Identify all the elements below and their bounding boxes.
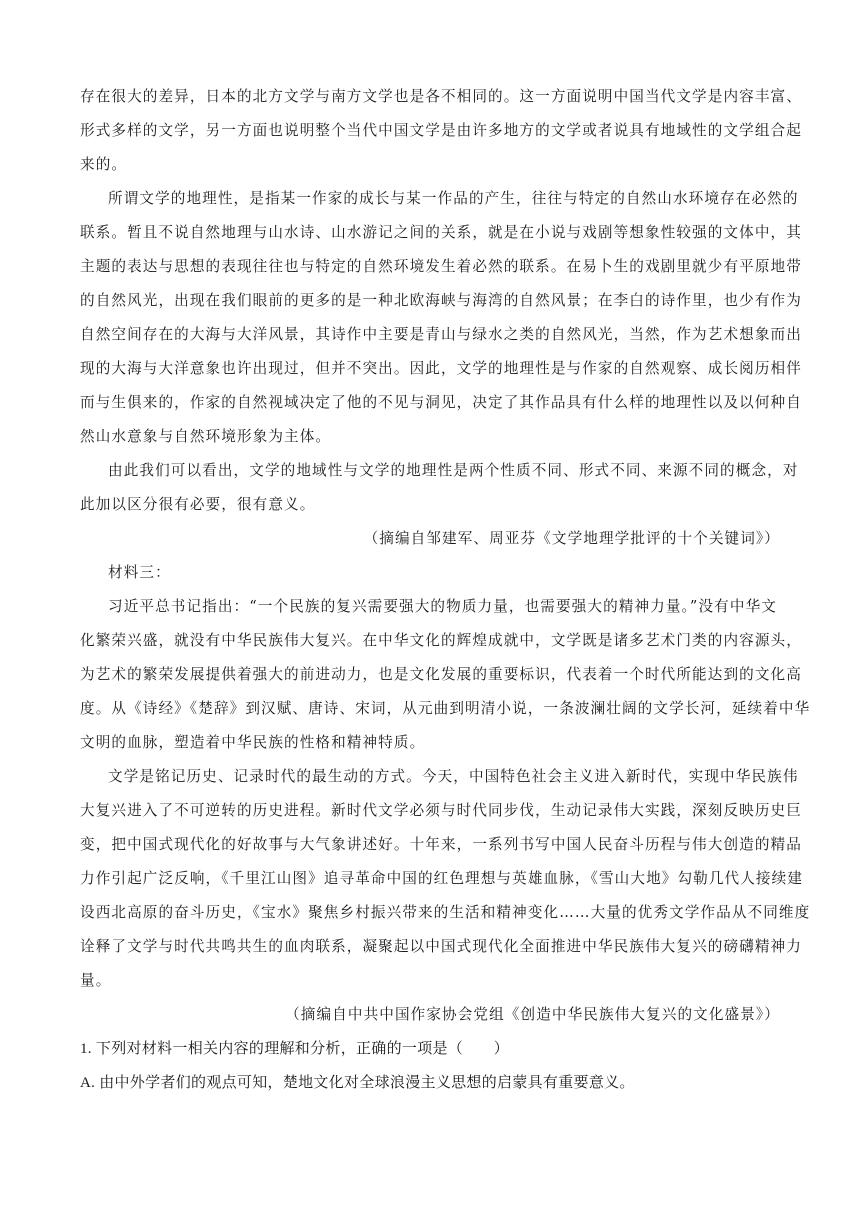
text-line: 然山水意象与自然环境形象为主体。	[80, 428, 332, 445]
text-line: 化繁荣兴盛，就没有中华民族伟大复兴。在中华文化的辉煌成就中，文学既是诸多艺术门类的内容源头，	[80, 632, 802, 649]
text-line: 习近平总书记指出：“一个民族的复兴需要强大的物质力量，也需要强大的精神力量。”没有中华文	[108, 598, 777, 615]
text-line: 为艺术的繁荣发展提供着强大的前进动力，也是文化发展的重要标识，代表着一个时代所能达到的文化高	[80, 666, 802, 683]
text-line: 主题的表达与思想的表现往往也与特定的自然环境发生着必然的联系。在易卜生的戏剧里就少有平原地带	[80, 258, 802, 275]
text-line: 存在很大的差异，日本的北方文学与南方文学也是各不相同的。这一方面说明中国当代文学是内容丰富、	[80, 88, 802, 105]
text-line: 文学是铭记历史、记录时代的最生动的方式。今天，中国特色社会主义进入新时代，实现中华民族伟	[108, 768, 799, 785]
text-line: 由此我们可以看出，文学的地域性与文学的地理性是两个性质不同、形式不同、来源不同的概念，对	[108, 462, 799, 479]
text-line: 形式多样的文学，另一方面也说明整个当代中国文学是由许多地方的文学或者说具有地域性的文学组合起	[80, 122, 802, 139]
answer-option-a: A. 由中外学者们的观点可知，楚地文化对全球浪漫主义思想的启蒙具有重要意义。	[80, 1075, 635, 1091]
text-line: 诠释了文学与时代共鸣共生的血肉联系，凝聚起以中国式现代化全面推进中华民族伟大复兴的磅礴精神力	[80, 938, 802, 955]
source-citation: （摘编自中共中国作家协会党组《创造中华民族伟大复兴的文化盛景》）	[285, 1006, 780, 1023]
text-line: 联系。暂且不说自然地理与山水诗、山水游记之间的关系，就是在小说与戏剧等想象性较强的文体中，其	[80, 224, 802, 241]
text-line: 文明的血脉，塑造着中华民族的性格和精神特质。	[80, 734, 426, 751]
text-line: 来的。	[80, 156, 128, 173]
source-citation: （摘编自邹建军、周亚芬《文学地理学批评的十个关键词》）	[363, 530, 780, 547]
text-line: 的自然风光，出现在我们眼前的更多的是一种北欧海峡与海湾的自然风景；在李白的诗作里，也少有作为	[80, 292, 802, 309]
text-line: 自然空间存在的大海与大洋风景，其诗作中主要是青山与绿水之类的自然风光，当然，作为艺术想象而出	[80, 326, 802, 343]
question-stem: 1. 下列对材料一相关内容的理解和分析，正确的一项是（ ）	[80, 1041, 510, 1057]
text-line: 大复兴进入了不可逆转的历史进程。新时代文学必须与时代同步伐，生动记录伟大实践，深刻反映历史巨	[80, 802, 802, 819]
text-line: 所谓文学的地理性，是指某一作家的成长与某一作品的产生，往往与特定的自然山水环境存在必然的	[108, 190, 799, 207]
text-line: 度。从《诗经》《楚辞》到汉赋、唐诗、宋词，从元曲到明清小说，一条波澜壮阔的文学长河，延续着中华	[80, 700, 811, 717]
text-line: 此加以区分很有必要，很有意义。	[80, 496, 316, 513]
text-line: 变，把中国式现代化的好故事与大气象讲述好。十年来，一系列书写中国人民奋斗历程与伟大创造的精品	[80, 836, 802, 853]
section-heading: 材料三：	[108, 564, 171, 581]
text-line: 量。	[80, 972, 112, 989]
text-line: 现的大海与大洋意象也许出现过，但并不突出。因此，文学的地理性是与作家的自然观察、成长阅历相伴	[80, 360, 802, 377]
text-line: 设西北高原的奋斗历史，《宝水》聚焦乡村振兴带来的生活和精神变化……大量的优秀文学作品从不同维度	[80, 904, 811, 921]
text-line: 而与生俱来的，作家的自然视域决定了他的不见与洞见，决定了其作品具有什么样的地理性以及以何种自	[80, 394, 802, 411]
text-line: 力作引起广泛反响，《千里江山图》追寻革命中国的红色理想与英雄血脉，《雪山大地》勾勒几代人接续建	[80, 870, 804, 887]
